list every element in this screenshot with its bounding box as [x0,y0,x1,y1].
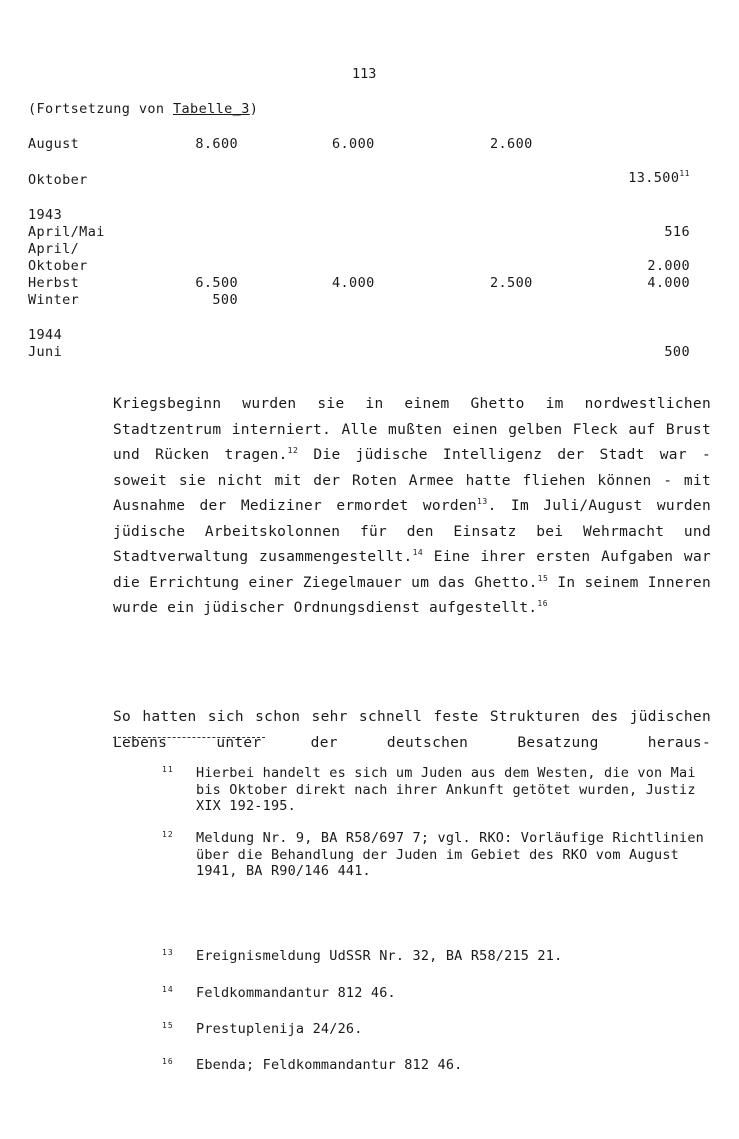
footnote-ref-13: 13 [477,497,488,506]
footnote-text: Meldung Nr. 9, BA R58/697 7; vgl. RKO: Vorläufige Richtlinien über die Behandlung der Juden im Gebiet des RKO vom August 1941, BA R90/146 441. [196,830,704,879]
cell-herbst-c4: 4.000 [647,275,690,291]
footnote-number: 15 [162,1021,174,1030]
footnote-14 [162,985,718,1002]
row-label-1943: 1943 [28,207,63,223]
footnote-number: 13 [162,948,174,957]
cell-april-mai-c4: 516 [664,224,690,240]
footnote-text: Ereignismeldung UdSSR Nr. 32, BA R58/215 21. [196,948,563,964]
footnote-13 [162,948,718,965]
continuation-prefix: (Fortsetzung von [28,101,173,117]
table-continuation-note [28,101,258,118]
table-reference: Tabelle_3 [172,101,250,117]
footnote-text: Feldkommandantur 812 46. [196,985,396,1001]
cell-herbst-c1: 6.500 [195,275,238,291]
row-label-juni: Juni [28,344,63,360]
cell-juni-c4: 500 [664,344,690,360]
footnote-number: 11 [162,765,174,774]
row-label-herbst: Herbst [28,275,80,291]
cell-august-c1: 8.600 [195,136,238,152]
footnote-number: 12 [162,830,174,839]
row-label-oktober: Oktober [28,172,88,188]
footnote-ref-11: 11 [679,169,690,178]
body-paragraph-2: So hatten sich schon sehr schnell feste Strukturen des jüdischen Lebens unter der deutschen Besatzung heraus- [113,709,711,751]
row-label-april: April/ [28,241,80,257]
footnote-ref-12: 12 [287,446,299,455]
footnote-number: 16 [162,1057,174,1066]
continuation-suffix: ) [249,101,259,117]
footnote-16 [162,1057,718,1074]
row-label-august: August [28,136,80,152]
cell-oktober-2-c4: 2.000 [647,258,690,274]
footnote-divider [113,737,265,738]
footnote-15 [162,1021,718,1038]
footnote-11 [162,765,718,815]
footnote-text: Ebenda; Feldkommandantur 812 46. [196,1057,463,1073]
row-label-winter: Winter [28,292,80,308]
page-number: 113 [352,66,377,82]
row-label-oktober-2: Oktober [28,258,88,274]
footnote-text: Prestuplenija 24/26. [196,1021,363,1037]
cell-winter-c1: 500 [212,292,238,308]
cell-august-c3: 2.600 [490,136,533,152]
footnote-ref-15: 15 [537,573,549,583]
cell-herbst-c2: 4.000 [332,275,375,291]
footnote-text: Hierbei handelt es sich um Juden aus dem Westen, die von Mai bis Oktober direkt nach ihrer Ankunft getötet wurden, Justiz XIX 192-195. [196,765,696,814]
cell-oktober-c4: 13.500$^{11}$ [628,169,690,186]
row-label-april-mai: April/Mai [28,224,105,240]
footnote-ref-16: 16 [537,599,549,608]
cell-august-c2: 6.000 [332,136,375,152]
row-label-1944: 1944 [28,327,63,343]
body-paragraph-1: Kriegsbeginn wurden sie in einem Ghetto im nordwestlichen Stadtzentrum interniert. Alle mußten einen gelben Fleck auf Brust und Rücken tragen.$^{12}$ Die jüdische Intelligenz der Stadt war - soweit sie nicht mit der Roten Armee hatte fliehen können - mit Ausnahme der Mediziner ermordet worden$^{13}$. Im Juli/August wurden jüdische Arbeitskolonnen für den Einsatz bei Wehrmacht und Stadtverwaltung zusammengestellt.$^{14}$ Eine ihrer ersten Aufgaben war die Errichtung einer Ziegelmauer um das Ghetto.$^{15}$ In seinem Inneren wurde ein jüdischer Ordnungsdienst aufgestellt.$^{16}$ [113,396,712,616]
cell-herbst-c3: 2.500 [490,275,533,291]
footnote-ref-14: 14 [412,548,424,557]
footnote-number: 14 [162,985,174,994]
footnote-12 [162,830,718,880]
